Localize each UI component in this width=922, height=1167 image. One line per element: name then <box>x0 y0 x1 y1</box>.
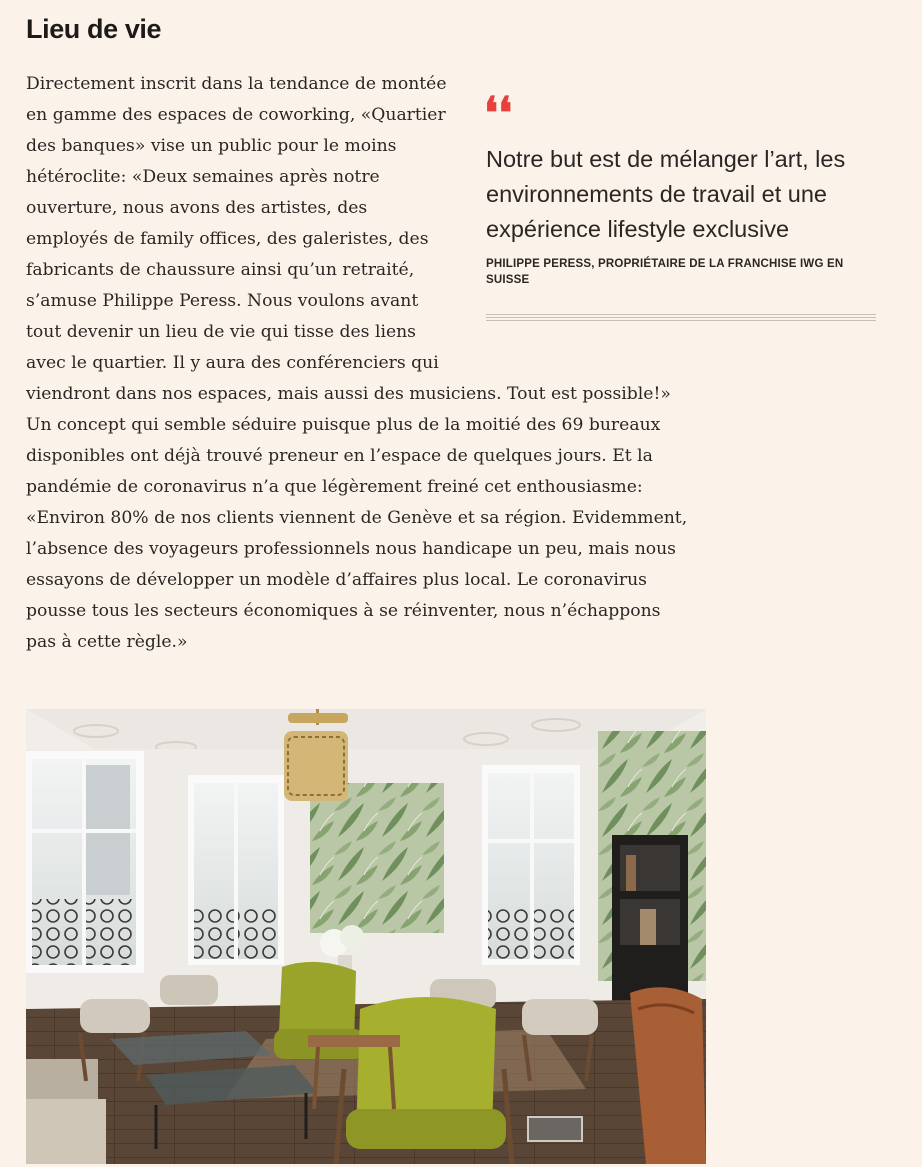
section-title: Lieu de vie <box>26 14 162 44</box>
body-line: disponibles ont déjà trouvé preneur en l’espace de quelques jours. Et la <box>26 446 653 466</box>
article-body <box>26 69 706 658</box>
body-line: tout devenir un lieu de vie qui tisse des liens <box>26 322 417 342</box>
coworking-lounge-illustration <box>26 709 706 1164</box>
body-line: fabricants de chaussure ainsi qu’un retraité, <box>26 260 415 280</box>
body-line: Un concept qui semble séduire puisque plus de la moitié des 69 bureaux <box>26 415 661 435</box>
body-line: ouverture, nous avons des artistes, des <box>26 198 368 218</box>
pull-quote-text: Notre but est de mélanger l’art, les environnements de travail et une expérience lifestyle exclusive <box>486 146 846 242</box>
body-line: essayons de développer un modèle d’affaires plus local. Le coronavirus <box>26 570 647 590</box>
body-line: viendront dans nos espaces, mais aussi des musiciens. Tout est possible!» <box>26 384 671 404</box>
body-line: «Environ 80% de nos clients viennent de Genève et sa région. Evidemment, <box>26 508 688 528</box>
pull-quote-author: PHILIPPE PERESS, PROPRIÉTAIRE DE LA FRANCHISE IWG EN SUISSE <box>486 258 844 286</box>
body-line: pandémie de coronavirus n’a que légèrement freiné cet enthousiasme: <box>26 477 643 497</box>
body-line: employés de family offices, des galeristes, des <box>26 229 429 249</box>
body-line: avec le quartier. Il y aura des conférenciers qui <box>26 353 439 373</box>
body-line: des banques» vise un public pour le moins <box>26 136 397 156</box>
quote-mark-icon: ❛❛ <box>484 88 513 139</box>
body-line: en gamme des espaces de coworking, «Quartier <box>26 105 446 125</box>
body-line: pousse tous les secteurs économiques à se réinventer, nous n’échappons <box>26 601 661 621</box>
body-line: s’amuse Philippe Peress. Nous voulons avant <box>26 291 419 311</box>
body-line: hétéroclite: «Deux semaines après notre <box>26 167 380 187</box>
body-line: Directement inscrit dans la tendance de montée <box>26 74 447 94</box>
article-photo <box>26 709 706 1164</box>
body-line: pas à cette règle.» <box>26 632 188 652</box>
body-line: l’absence des voyageurs professionnels nous handicape un peu, mais nous <box>26 539 676 559</box>
